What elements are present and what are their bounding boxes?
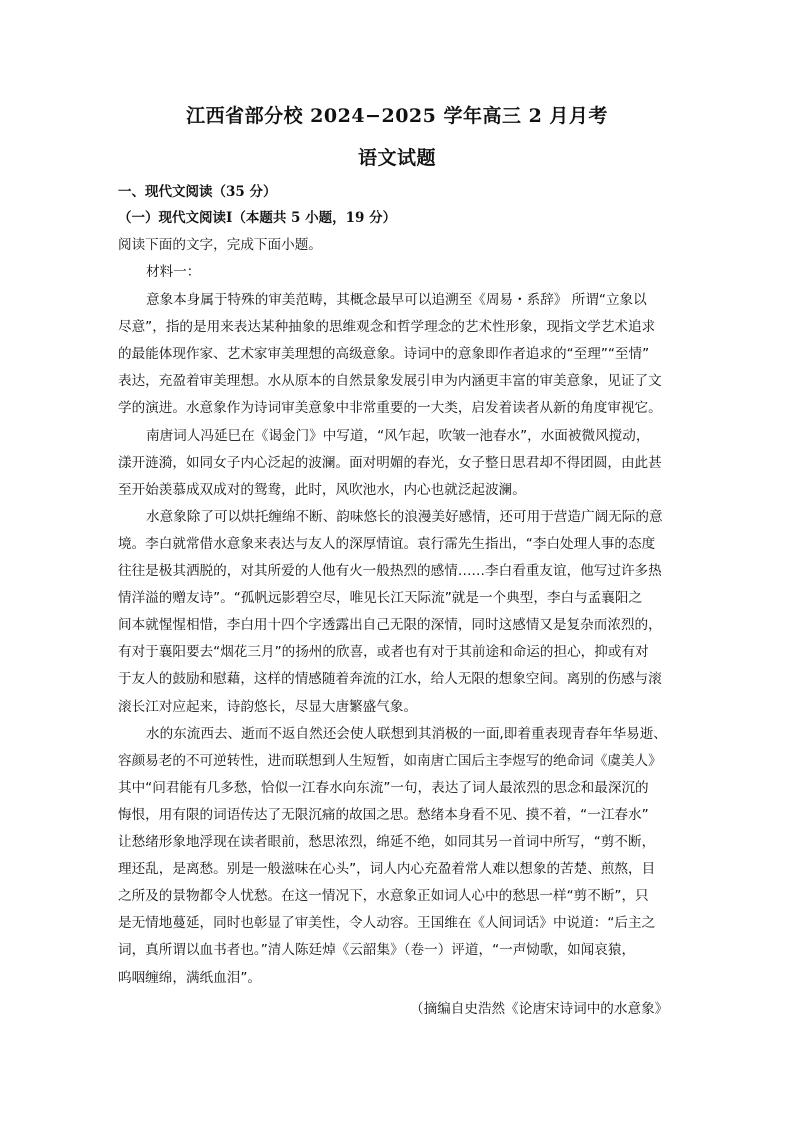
passage-line: 情洋溢的赠友诗”。“孤帆远影碧空尽，唯见长江天际流”就是一个典型，李白与孟襄阳之 (118, 590, 643, 607)
exam-subtitle: 语文试题 (357, 147, 436, 169)
passage-line: 有对于襄阳要去“烟花三月”的扬州的欣喜，或者也有对于其前途和命运的担心，抑或有对 (118, 644, 649, 661)
passage-line: 至开始羡慕成双成对的鸳鸯，此时，风吹池水，内心也就泛起波澜。 (118, 481, 526, 498)
exam-title: 江西省部分校 2024−2025 学年高三 2 月月考 (186, 105, 608, 127)
passage-line: 词，真所谓以血书者也。”清人陈廷焯《云韶集》（卷一）评道，“一声恸歌，如闻哀猿， (118, 942, 636, 959)
passage-line: 呜咽缠绵，满纸血泪”。 (118, 969, 261, 986)
passage-line: 间本就惺惺相惜，李白用十四个字透露出自己无限的深情，同时这感情又是复杂而浓烈的， (118, 617, 662, 634)
passage-line: 让愁绪形象地浮现在读者眼前，愁思浓烈，绵延不绝，如同其另一首词中所写，“剪不断， (118, 834, 656, 850)
passage-line: 往往是极其洒脱的，对其所爱的人他有火一般热烈的感情……李白看重友谊，他写过许多热 (118, 563, 662, 579)
passage-line: 水意象除了可以烘托缠绵不断、韵味悠长的浪漫美好感情，还可用于营造广阔无际的意 (146, 508, 663, 525)
passage-line: 表达，充盈着审美理想。水从原本的自然景象发展引申为内涵更丰富的审美意象，见证了文 (118, 373, 662, 390)
passage-line: 意象本身属于特殊的审美范畴，其概念最早可以追溯至《周易・系辞》 所谓“立象以 (146, 292, 647, 308)
section-heading: 一、现代文阅读（35 分） (118, 184, 277, 200)
passage-line: 容颜易老的不可逆转性，进而联想到人生短暂，如南唐亡国后主李煜写的绝命词《虞美人》 (118, 752, 662, 769)
passage-line: 悔恨，用有限的词语传达了无限沉痛的故国之思。愁绪本身看不见、摸不着，“一江春水” (118, 806, 649, 823)
passage-line: 水的东流西去、逝而不返自然还会使人联想到其消极的一面,即着重表现青春年华易逝、 (146, 725, 667, 742)
passage-line: 学的演进。水意象作为诗词审美意象中非常重要的一大类，启发着读者从新的角度审视它。 (118, 400, 662, 417)
material-label: 材料一： (146, 264, 201, 280)
passage-line: 是无情地蔓延，同时也彰显了审美性，令人动容。王国维在《人间词话》中说道：“后主之 (118, 915, 656, 932)
passage-line: 之所及的景物都令人忧愁。在这一情况下，水意象正如词人心中的愁思一样“剪不断”，只 (118, 888, 649, 905)
instruction-text: 阅读下面的文字，完成下面小题。 (118, 237, 322, 253)
passage-line: 理还乱，是离愁。别是一般滋味在心头”，词人内心充盈着常人难以想象的苦楚、煎熬，目 (118, 861, 656, 878)
passage-line: 漾开涟漪，如同女子内心泛起的波澜。面对明媚的春光，女子整日思君却不得团圆，由此甚 (118, 454, 662, 471)
passage-line: 境。李白就常借水意象来表达与友人的深厚情谊。袁行霈先生指出，“李白处理人事的态度 (118, 535, 656, 552)
passage-line: 的最能体现作家、艺术家审美理想的高级意象。诗词中的意象即作者追求的“至理”“至情” (118, 346, 650, 363)
passage-line: 南唐词人冯延巳在《谒金门》中写道，“风乍起，吹皱一池春水”，水面被微风搅动， (146, 427, 650, 444)
source-citation: （摘编自史浩然《论唐宋诗词中的水意象》 (410, 1001, 669, 1017)
passage-line: 尽意”，指的是用来表达某种抽象的思维观念和哲学理念的艺术性形象，现指文学艺术追求 (118, 319, 656, 336)
section-subheading: （一）现代文阅读Ⅰ（本题共 5 小题，19 分） (118, 210, 397, 226)
passage-line: 于友人的鼓励和慰藉，这样的情感随着奔流的江水，给人无限的想象空间。离别的伤感与滚 (118, 671, 662, 688)
passage-line: 滚长江对应起来，诗韵悠长，尽显大唐繁盛气象。 (118, 698, 418, 715)
passage-line: 其中“问君能有几多愁，恰似一江春水向东流”一句，表达了词人最浓烈的思念和最深沉的 (118, 779, 649, 796)
